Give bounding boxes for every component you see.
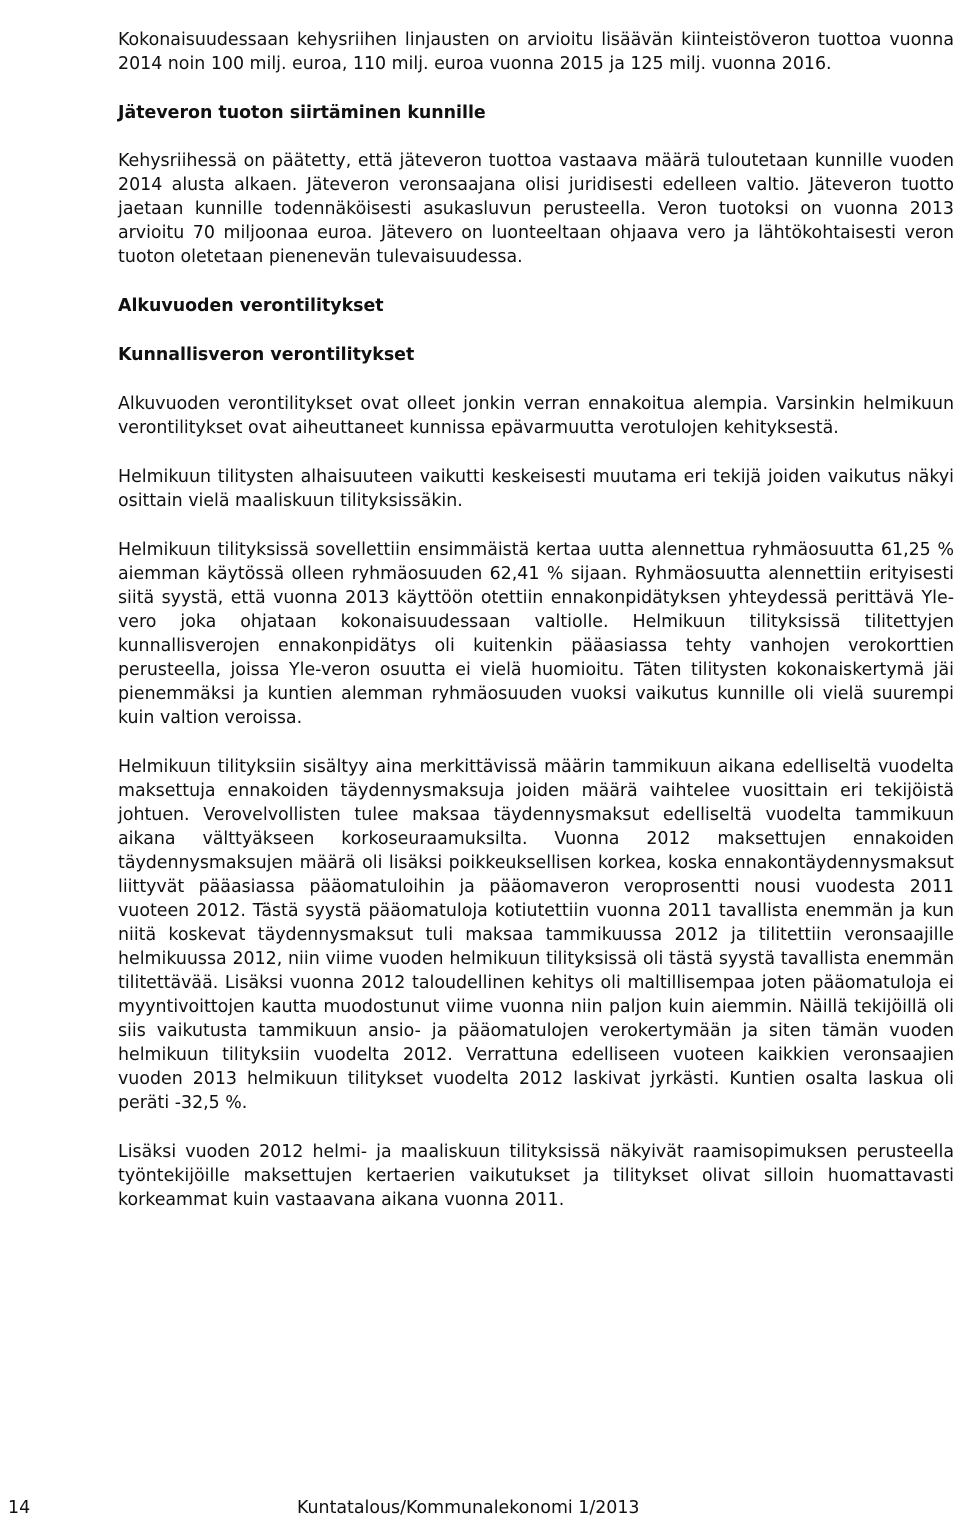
paragraph-february-low: Helmikuun tilitysten alhaisuuteen vaikutti keskeisesti muutama eri tekijä joiden vaikutus näkyi osittain vielä maaliskuun tilityksissäkin. <box>118 467 954 511</box>
paragraph-property-tax: Kokonaisuudessaan kehysriihen linjausten on arvioitu lisäävän kiinteistöveron tuottoa vuonna 2014 noin 100 milj. euroa, 110 milj. euroa vuonna 2015 ja 125 milj. vuonna 2016. <box>118 30 954 74</box>
paragraph-group-share: Helmikuun tilityksissä sovellettiin ensimmäistä kertaa uutta alennettua ryhmäosuutta 61,25 % aiemman käytössä olleen ryhmäosuuden 62,41 % sijaan. Ryhmäosuutta alennettiin erityisesti siitä syystä, että vuonna 2013 käyttöön otettiin ennakonpidätyksen yhteydessä perittävä Yle-vero joka ohjataan kokonaisuudessaan valtiolle. Helmikuun tilityksissä tilitettyjen kunnallisverojen ennakonpidätys oli kuitenkin pääasiassa tehty vanhojen verokorttien perusteella, joissa Yle-veron osuutta ei vielä huomioitu. Täten tilitysten kokonaiskertymä jäi pienemmäksi ja kuntien alemman ryhmäosuuden vuoksi vaikutus kunnille oli vielä suurempi kuin valtion veroissa. <box>118 540 954 728</box>
heading-early-year-settlements: Alkuvuoden verontilitykset <box>118 296 384 316</box>
page-body <box>118 28 954 1212</box>
heading-waste-tax: Jäteveron tuoton siirtäminen kunnille <box>118 103 486 123</box>
paragraph-supplementary-payments: Helmikuun tilityksiin sisältyy aina merkittävissä määrin tammikuun aikana edelliseltä vuodelta maksettuja ennakoiden täydennysmaksuja joiden määrä vaihtelee vuosittain eri tekijöistä johtuen. Verovelvollisten tulee maksaa täydennysmaksut edelliseltä vuodelta tammikuun aikana välttyäkseen korkoseuraamuksilta. Vuonna 2012 maksettujen ennakoiden täydennysmaksujen määrä oli lisäksi poikkeuksellisen korkea, koska ennakontäydennysmaksut liittyvät pääasiassa pääomatuloihin ja pääomaveron veroprosentti nousi vuodesta 2011 vuoteen 2012. Tästä syystä pääomatuloja kotiutettiin vuonna 2011 tavallista enemmän ja kun niitä koskevat täydennysmaksut tuli maksaa tammikuussa 2012 ja tilitettiin veronsaajille helmikuussa 2012, niin viime vuoden helmikuun tilityksissä oli tästä syystä tavallista enemmän tilitettävää. Lisäksi vuonna 2012 taloudellinen kehitys oli maltillisempaa joten pääomatuloja ei myyntivoittojen kautta muodostunut viime vuonna niin paljon kuin aiemmin. Näillä tekijöillä oli siis vaikutusta tammikuun ansio- ja pääomatulojen verokertymään ja siten tämän vuoden helmikuun tilityksiin vuodelta 2012. Verrattuna edelliseen vuoteen kaikkien veronsaajien vuoden 2013 helmikuun tilitykset vuodelta 2012 laskivat jyrkästi. Kuntien osalta laskua oli peräti -32,5 %. <box>118 757 954 1113</box>
publication-title: Kuntatalous/Kommunalekonomi 1/2013 <box>297 1498 640 1518</box>
heading-municipal-tax-settlements: Kunnallisveron verontilitykset <box>118 345 415 365</box>
paragraph-lump-sums: Lisäksi vuoden 2012 helmi- ja maaliskuun tilityksissä näkyivät raamisopimuksen perusteella työntekijöille maksettujen kertaerien vaikutukset ja tilitykset olivat silloin huomattavasti korkeammat kuin vastaavana aikana vuonna 2011. <box>118 1142 954 1210</box>
paragraph-settlements-lower: Alkuvuoden verontilitykset ovat olleet jonkin verran ennakoitua alempia. Varsinkin helmikuun verontilitykset ovat aiheuttaneet kunnissa epävarmuutta verotulojen kehityksestä. <box>118 394 954 438</box>
paragraph-waste-tax: Kehysriihessä on päätetty, että jäteveron tuottoa vastaava määrä tuloutetaan kunnille vuoden 2014 alusta alkaen. Jäteveron veronsaajana olisi juridisesti edelleen valtio. Jäteveron tuotto jaetaan kunnille todennäköisesti asukasluvun perusteella. Veron tuotoksi on vuonna 2013 arvioitu 70 miljoonaa euroa. Jätevero on luonteeltaan ohjaava vero ja lähtökohtaisesti veron tuoton oletetaan pienenevän tulevaisuudessa. <box>118 151 954 267</box>
page-number: 14 <box>8 1498 31 1518</box>
